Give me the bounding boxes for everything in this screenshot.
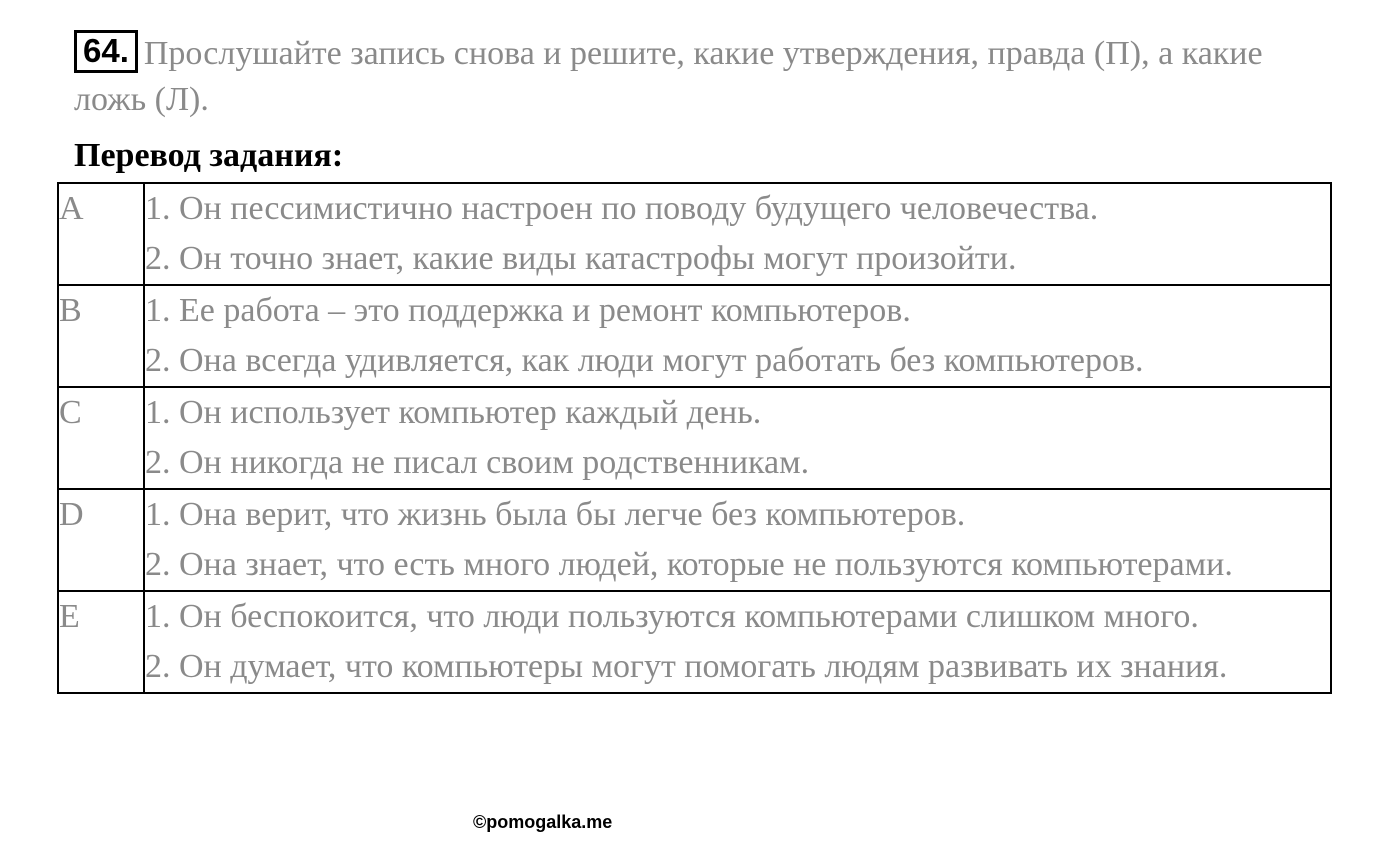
row-statements [144,387,1331,489]
statement-text: 2. Он думает, что компьютеры могут помогать людям развивать их знания. [145,648,1228,685]
exercise-header [74,30,1334,123]
row-letter: D [58,489,144,591]
row-statements [144,591,1331,693]
row-statements [144,285,1331,387]
row-statements [144,489,1331,591]
statement-text: 1. Он пессимистично настроен по поводу будущего человечества. [145,190,1099,227]
statement-text: 2. Она знает, что есть много людей, которые не пользуются компьютерами. [145,546,1233,583]
row-letter: E [58,591,144,693]
statement-text: 1. Ее работа – это поддержка и ремонт компьютеров. [145,292,911,329]
statement-text: 1. Он использует компьютер каждый день. [145,394,762,431]
row-letter: C [58,387,144,489]
row-statements [144,183,1331,285]
table-row [58,489,1331,591]
statement-text: 2. Он никогда не писал своим родственникам. [145,444,810,481]
exercise-number: 64. [74,30,138,73]
table-row [58,591,1331,693]
exercise-instruction: Прослушайте запись снова и решите, какие утверждения, правда (П), а какие ложь (Л). [74,35,1263,118]
table-row [58,285,1331,387]
statements-table [57,182,1332,694]
statement-text: 2. Она всегда удивляется, как люди могут работать без компьютеров. [145,342,1144,379]
row-letter: A [58,183,144,285]
row-letter: B [58,285,144,387]
table-row [58,387,1331,489]
statement-text: 2. Он точно знает, какие виды катастрофы могут произойти. [145,240,1017,277]
statement-text: 1. Она верит, что жизнь была бы легче без компьютеров. [145,496,966,533]
section-heading: Перевод задания: [74,137,344,174]
statement-text: 1. Он беспокоится, что люди пользуются компьютерами слишком много. [145,598,1199,635]
watermark: ©pomogalka.me [473,812,613,832]
table-row [58,183,1331,285]
